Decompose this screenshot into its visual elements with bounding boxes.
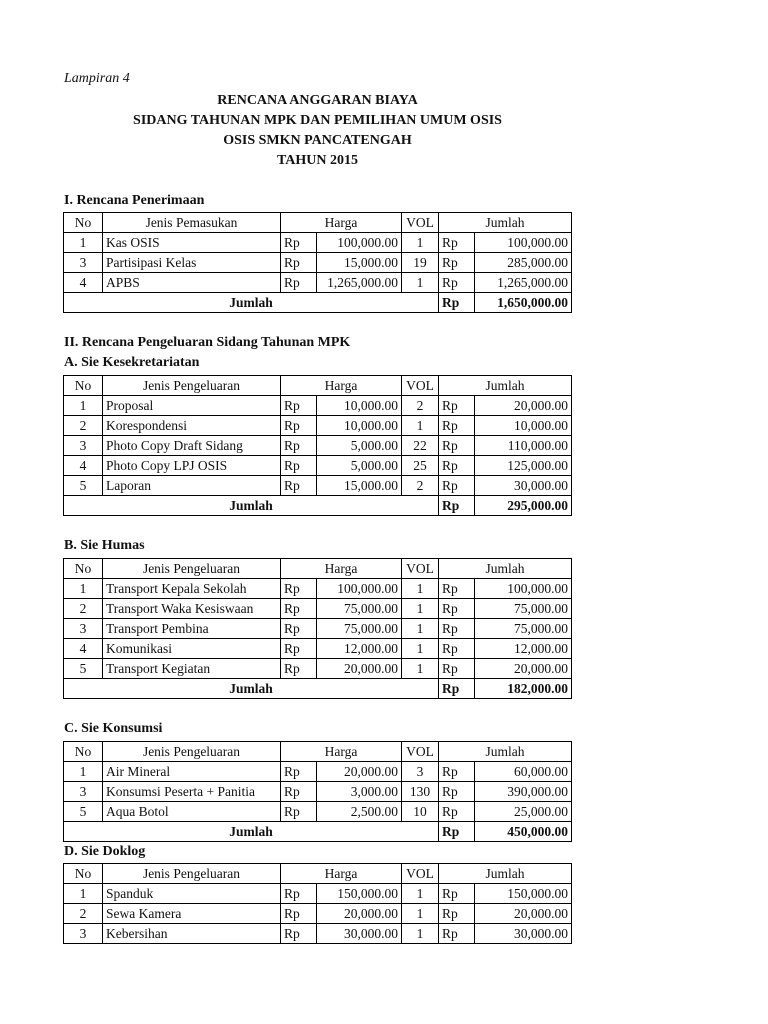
table-doklog: [63, 863, 572, 944]
row-harga-currency: Rp: [281, 782, 317, 802]
header-jenis: Jenis Pengeluaran: [103, 864, 281, 884]
row-vol: 1: [402, 904, 439, 924]
row-harga: 20,000.00: [317, 762, 402, 782]
document-title-block: [64, 91, 571, 171]
row-harga-currency: Rp: [281, 416, 317, 436]
total-label: Jumlah: [64, 496, 439, 516]
row-no: 1: [64, 233, 103, 253]
row-jumlah: 110,000.00: [475, 436, 572, 456]
row-no: 1: [64, 884, 103, 904]
row-no: 3: [64, 436, 103, 456]
table-konsumsi: [63, 741, 572, 842]
row-jumlah-currency: Rp: [439, 599, 475, 619]
table-header-row: [64, 864, 572, 884]
table-row: [64, 396, 572, 416]
table-row: [64, 802, 572, 822]
row-harga: 75,000.00: [317, 599, 402, 619]
row-jenis: Proposal: [103, 396, 281, 416]
header-no: No: [64, 742, 103, 762]
subsection-heading-konsumsi: C. Sie Konsumsi: [64, 721, 163, 736]
row-vol: 1: [402, 884, 439, 904]
header-jumlah: Jumlah: [439, 559, 572, 579]
row-jumlah-currency: Rp: [439, 904, 475, 924]
table-row: [64, 659, 572, 679]
row-jumlah-currency: Rp: [439, 802, 475, 822]
row-no: 2: [64, 416, 103, 436]
row-jumlah-currency: Rp: [439, 456, 475, 476]
row-harga: 150,000.00: [317, 884, 402, 904]
row-jumlah-currency: Rp: [439, 884, 475, 904]
row-harga-currency: Rp: [281, 639, 317, 659]
total-currency: Rp: [439, 293, 475, 313]
row-jumlah-currency: Rp: [439, 476, 475, 496]
row-jumlah: 150,000.00: [475, 884, 572, 904]
row-jenis: Konsumsi Peserta + Panitia: [103, 782, 281, 802]
title-line: TAHUN 2015: [276, 153, 359, 168]
table-kesekretariatan: [63, 375, 572, 516]
table-row: [64, 233, 572, 253]
row-harga-currency: Rp: [281, 762, 317, 782]
row-jenis: Transport Kegiatan: [103, 659, 281, 679]
row-no: 5: [64, 659, 103, 679]
row-jumlah-currency: Rp: [439, 436, 475, 456]
row-vol: 1: [402, 416, 439, 436]
row-no: 5: [64, 802, 103, 822]
header-no: No: [64, 864, 103, 884]
row-jumlah-currency: Rp: [439, 762, 475, 782]
row-vol: 2: [402, 396, 439, 416]
table-header-row: [64, 376, 572, 396]
header-harga: Harga: [281, 559, 402, 579]
row-jumlah: 25,000.00: [475, 802, 572, 822]
row-harga-currency: Rp: [281, 924, 317, 944]
header-jenis: Jenis Pemasukan: [103, 213, 281, 233]
total-label: Jumlah: [64, 293, 439, 313]
total-currency: Rp: [439, 496, 475, 516]
table-row: [64, 619, 572, 639]
section-heading-penerimaan: I. Rencana Penerimaan: [64, 193, 205, 208]
row-jumlah-currency: Rp: [439, 233, 475, 253]
row-vol: 1: [402, 924, 439, 944]
row-no: 3: [64, 619, 103, 639]
row-jumlah-currency: Rp: [439, 639, 475, 659]
total-label: Jumlah: [64, 679, 439, 699]
row-no: 3: [64, 924, 103, 944]
row-jumlah: 20,000.00: [475, 659, 572, 679]
subsection-heading-doklog: D. Sie Doklog: [64, 844, 146, 859]
table-row: [64, 904, 572, 924]
row-harga-currency: Rp: [281, 396, 317, 416]
row-jumlah: 285,000.00: [475, 253, 572, 273]
row-no: 5: [64, 476, 103, 496]
row-jumlah-currency: Rp: [439, 659, 475, 679]
total-value: 450,000.00: [475, 822, 572, 842]
row-jenis: Air Mineral: [103, 762, 281, 782]
row-vol: 2: [402, 476, 439, 496]
row-jumlah-currency: Rp: [439, 924, 475, 944]
row-jenis: Partisipasi Kelas: [103, 253, 281, 273]
row-vol: 10: [402, 802, 439, 822]
row-vol: 1: [402, 639, 439, 659]
table-total-row: [64, 496, 572, 516]
header-jumlah: Jumlah: [439, 864, 572, 884]
row-no: 2: [64, 599, 103, 619]
row-jumlah: 20,000.00: [475, 396, 572, 416]
row-jenis: Transport Waka Kesiswaan: [103, 599, 281, 619]
row-vol: 25: [402, 456, 439, 476]
table-total-row: [64, 822, 572, 842]
row-harga-currency: Rp: [281, 884, 317, 904]
row-jenis: Transport Kepala Sekolah: [103, 579, 281, 599]
row-harga-currency: Rp: [281, 802, 317, 822]
table-penerimaan: [63, 212, 572, 313]
row-jumlah: 10,000.00: [475, 416, 572, 436]
row-jumlah: 30,000.00: [475, 476, 572, 496]
row-jumlah: 75,000.00: [475, 599, 572, 619]
row-harga: 5,000.00: [317, 456, 402, 476]
header-harga: Harga: [281, 742, 402, 762]
header-vol: VOL: [402, 742, 439, 762]
row-jumlah: 100,000.00: [475, 233, 572, 253]
row-harga-currency: Rp: [281, 904, 317, 924]
row-no: 4: [64, 273, 103, 293]
row-harga-currency: Rp: [281, 659, 317, 679]
subsection-heading-kesekretariatan: A. Sie Kesekretariatan: [64, 355, 200, 370]
row-jumlah-currency: Rp: [439, 782, 475, 802]
row-vol: 3: [402, 762, 439, 782]
row-jumlah: 30,000.00: [475, 924, 572, 944]
row-harga: 2,500.00: [317, 802, 402, 822]
row-vol: 1: [402, 273, 439, 293]
row-no: 3: [64, 253, 103, 273]
row-harga-currency: Rp: [281, 253, 317, 273]
row-harga: 75,000.00: [317, 619, 402, 639]
row-jenis: Spanduk: [103, 884, 281, 904]
row-harga: 1,265,000.00: [317, 273, 402, 293]
header-harga: Harga: [281, 864, 402, 884]
row-jumlah: 12,000.00: [475, 639, 572, 659]
row-harga: 20,000.00: [317, 904, 402, 924]
row-harga-currency: Rp: [281, 233, 317, 253]
table-row: [64, 924, 572, 944]
table-row: [64, 579, 572, 599]
row-vol: 1: [402, 233, 439, 253]
title-line: RENCANA ANGGARAN BIAYA: [217, 93, 418, 108]
row-no: 2: [64, 904, 103, 924]
table-row: [64, 416, 572, 436]
table-row: [64, 599, 572, 619]
row-harga: 20,000.00: [317, 659, 402, 679]
total-value: 1,650,000.00: [475, 293, 572, 313]
row-vol: 1: [402, 579, 439, 599]
table-total-row: [64, 293, 572, 313]
header-vol: VOL: [402, 864, 439, 884]
row-jenis: APBS: [103, 273, 281, 293]
section-heading-pengeluaran: II. Rencana Pengeluaran Sidang Tahunan MPK: [64, 335, 351, 350]
table-humas: [63, 558, 572, 699]
row-jenis: Kas OSIS: [103, 233, 281, 253]
title-line: SIDANG TAHUNAN MPK DAN PEMILIHAN UMUM OSIS: [133, 113, 502, 128]
row-no: 1: [64, 762, 103, 782]
title-line: OSIS SMKN PANCATENGAH: [223, 133, 412, 148]
table-row: [64, 884, 572, 904]
table-row: [64, 456, 572, 476]
header-jumlah: Jumlah: [439, 376, 572, 396]
row-no: 4: [64, 639, 103, 659]
row-jumlah: 125,000.00: [475, 456, 572, 476]
row-no: 4: [64, 456, 103, 476]
row-jumlah: 1,265,000.00: [475, 273, 572, 293]
table-header-row: [64, 742, 572, 762]
row-vol: 130: [402, 782, 439, 802]
header-no: No: [64, 559, 103, 579]
row-harga: 10,000.00: [317, 416, 402, 436]
row-harga: 15,000.00: [317, 253, 402, 273]
row-jumlah: 20,000.00: [475, 904, 572, 924]
header-jumlah: Jumlah: [439, 213, 572, 233]
row-jenis: Aqua Botol: [103, 802, 281, 822]
header-vol: VOL: [402, 376, 439, 396]
table-row: [64, 253, 572, 273]
row-harga: 15,000.00: [317, 476, 402, 496]
row-no: 3: [64, 782, 103, 802]
row-harga: 5,000.00: [317, 436, 402, 456]
table-row: [64, 436, 572, 456]
header-harga: Harga: [281, 213, 402, 233]
row-jenis: Photo Copy LPJ OSIS: [103, 456, 281, 476]
total-value: 295,000.00: [475, 496, 572, 516]
row-vol: 1: [402, 619, 439, 639]
subsection-heading-humas: B. Sie Humas: [64, 538, 145, 553]
row-harga: 3,000.00: [317, 782, 402, 802]
row-jumlah-currency: Rp: [439, 253, 475, 273]
row-harga: 10,000.00: [317, 396, 402, 416]
row-harga: 100,000.00: [317, 233, 402, 253]
row-jenis: Sewa Kamera: [103, 904, 281, 924]
row-harga-currency: Rp: [281, 273, 317, 293]
row-harga-currency: Rp: [281, 476, 317, 496]
table-row: [64, 782, 572, 802]
row-jumlah-currency: Rp: [439, 619, 475, 639]
table-header-row: [64, 213, 572, 233]
row-jenis: Korespondensi: [103, 416, 281, 436]
row-jumlah-currency: Rp: [439, 273, 475, 293]
attachment-label: Lampiran 4: [64, 71, 130, 86]
row-vol: 19: [402, 253, 439, 273]
row-vol: 22: [402, 436, 439, 456]
header-vol: VOL: [402, 559, 439, 579]
header-no: No: [64, 213, 103, 233]
header-jenis: Jenis Pengeluaran: [103, 376, 281, 396]
table-row: [64, 273, 572, 293]
row-harga-currency: Rp: [281, 436, 317, 456]
row-harga: 30,000.00: [317, 924, 402, 944]
row-harga: 100,000.00: [317, 579, 402, 599]
row-jenis: Transport Pembina: [103, 619, 281, 639]
row-harga-currency: Rp: [281, 579, 317, 599]
table-header-row: [64, 559, 572, 579]
table-row: [64, 639, 572, 659]
row-jumlah: 390,000.00: [475, 782, 572, 802]
header-harga: Harga: [281, 376, 402, 396]
row-jumlah: 60,000.00: [475, 762, 572, 782]
row-vol: 1: [402, 659, 439, 679]
total-value: 182,000.00: [475, 679, 572, 699]
table-total-row: [64, 679, 572, 699]
header-jenis: Jenis Pengeluaran: [103, 742, 281, 762]
total-currency: Rp: [439, 679, 475, 699]
row-jenis: Komunikasi: [103, 639, 281, 659]
row-no: 1: [64, 396, 103, 416]
header-no: No: [64, 376, 103, 396]
row-jumlah-currency: Rp: [439, 396, 475, 416]
row-no: 1: [64, 579, 103, 599]
table-row: [64, 476, 572, 496]
row-jenis: Laporan: [103, 476, 281, 496]
total-currency: Rp: [439, 822, 475, 842]
row-jumlah: 75,000.00: [475, 619, 572, 639]
row-harga-currency: Rp: [281, 456, 317, 476]
row-vol: 1: [402, 599, 439, 619]
row-jumlah: 100,000.00: [475, 579, 572, 599]
row-harga-currency: Rp: [281, 599, 317, 619]
header-jumlah: Jumlah: [439, 742, 572, 762]
header-jenis: Jenis Pengeluaran: [103, 559, 281, 579]
row-harga: 12,000.00: [317, 639, 402, 659]
row-jenis: Kebersihan: [103, 924, 281, 944]
row-jumlah-currency: Rp: [439, 579, 475, 599]
row-jenis: Photo Copy Draft Sidang: [103, 436, 281, 456]
table-row: [64, 762, 572, 782]
row-jumlah-currency: Rp: [439, 416, 475, 436]
total-label: Jumlah: [64, 822, 439, 842]
header-vol: VOL: [402, 213, 439, 233]
row-harga-currency: Rp: [281, 619, 317, 639]
